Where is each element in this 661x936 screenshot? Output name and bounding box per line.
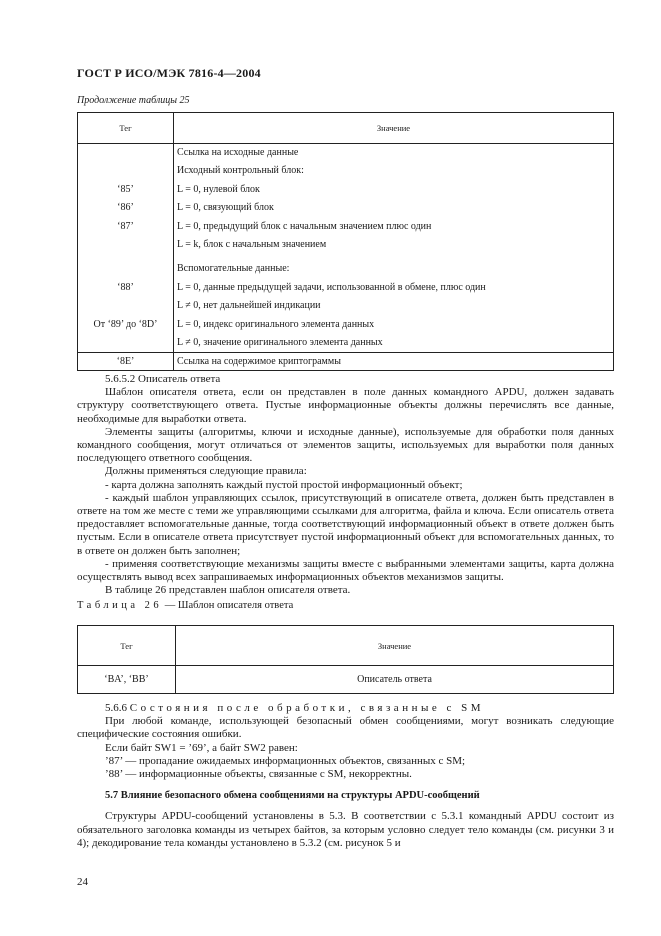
table-25 [77, 112, 614, 371]
value-line: L = 0, нулевой блок [177, 183, 260, 195]
table-26-caption-text: — Шаблон описателя ответа [162, 600, 294, 612]
table-25-header-row [78, 113, 614, 144]
paragraph: Шаблон описателя ответа, если он представлен в поле данных командного APDU, должен задавать структуру соответствующего ответа. Пустые информационные объекты должны перечислять все данные, необходимые для выработки ответа. [77, 386, 614, 425]
table-25-value-cell [174, 144, 614, 353]
table-25-value-8e: Ссылка на содержимое криптограммы [174, 353, 614, 371]
list-item: ’87’ — пропадание ожидаемых информационных объектов, связанных с SM; [105, 754, 466, 767]
list-item: - применяя соответствующие механизмы защиты вместе с выбранными элементами защиты, карта должна осуществлять вывод всех запрашиваемых информационных объектов механизмов защиты. [77, 557, 614, 584]
table-26 [77, 625, 614, 694]
tag-line: ‘85’ [117, 183, 134, 195]
section-number: 5.6.6 [105, 702, 130, 714]
tag-line [78, 162, 173, 180]
table-25-tag-cell [78, 144, 174, 353]
paragraph: Если байт SW1 = ’69’, а байт SW2 равен: [105, 741, 298, 754]
value-line: L ≠ 0, значение оригинального элемента данных [177, 336, 383, 348]
list-item: - карта должна заполнять каждый пустой простой информационный объект; [105, 478, 463, 491]
tag-line: ‘86’ [117, 202, 134, 214]
value-line: Исходный контрольный блок: [177, 165, 304, 177]
tag-line: ‘87’ [117, 220, 134, 232]
tag-line [78, 334, 173, 352]
tag-line [78, 144, 173, 162]
paragraph: Элементы защиты (алгоритмы, ключи и исходные данные), используемые для обработки поля данных командного сообщения, могут отличаться от элементов защиты, используемых для выработки поля данных последующего ответного сообщения. [77, 425, 614, 465]
table-26-head-tag: Тег [78, 626, 176, 666]
paragraph: Структуры APDU-сообщений установлены в 5.3. В соответствии с 5.3.1 командный APDU состоит из обязательного заголовка команды из четырех байтов, за которым условно следует тело команды (см. рисунки 3 и 4); декодирование тела команды установлено в 5.3.2 (см. рисунок 5 и [77, 810, 614, 849]
value-line: L = 0, данные предыдущей задачи, использованной в обмене, плюс один [177, 281, 486, 293]
paragraph: При любой команде, использующей безопасный обмен сообщениями, могут возникать следующие специфические состояния ошибки. [77, 715, 614, 741]
section-5-6-6 [77, 702, 614, 850]
table-25-row-8e [78, 353, 614, 371]
value-line: L ≠ 0, нет дальнейшей индикации [177, 300, 321, 312]
table-26-row [78, 666, 614, 694]
section-5-7-heading: 5.7 Влияние безопасного обмена сообщениями на структуры APDU-сообщений [105, 790, 480, 802]
tag-line [78, 236, 173, 254]
table-25-head-tag: Тег [78, 113, 174, 144]
tag-line [78, 260, 173, 278]
table-25-body-row [78, 144, 614, 353]
table-25-head-value: Значение [174, 113, 614, 144]
section-heading: 5.6.5.2 Описатель ответа [105, 373, 221, 385]
paragraph: Должны применяться следующие правила: [105, 465, 307, 478]
list-item: - каждый шаблон управляющих ссылок, присутствующий в описателе ответа, должен быть представлен в ответе на том же месте с теми же управляющими ссылками для алгоритма, файла и ключа. Если описатель ответа предоставляет вспомогательные данные, тогда соответствующий информационный объект в ответе должен быть пустым. Если в описателе ответа присутствует пустой информационный объект для вспомогательных данных, то в ответе он должен быть заполнен; [77, 491, 614, 557]
table-25-continuation-caption: Продолжение таблицы 25 [77, 95, 190, 106]
tag-line [78, 297, 173, 315]
section-5-6-5-2 [77, 373, 614, 613]
section-title: Состояния после обработки, связанные с SM [129, 702, 485, 714]
table-26-value: Описатель ответа [176, 666, 614, 694]
list-item: ’88’ — информационные объекты, связанные с SM, некорректны. [105, 768, 412, 781]
value-line: Вспомогательные данные: [177, 263, 290, 275]
value-line: L = k, блок с начальным значением [177, 238, 327, 250]
table-26-caption-label: Таблица 26 [77, 600, 163, 612]
page-number: 24 [77, 876, 88, 888]
table-26-caption [77, 599, 614, 612]
tag-line: ‘88’ [117, 281, 134, 293]
table-26-tag: ‘BA’, ‘BB’ [78, 666, 176, 694]
paragraph: В таблице 26 представлен шаблон описателя ответа. [105, 584, 351, 597]
table-25-tag-8e: ‘8E’ [78, 353, 174, 371]
standard-header: ГОСТ Р ИСО/МЭК 7816-4—2004 [77, 66, 261, 80]
tag-line: От ‘89’ до ‘8D’ [93, 318, 158, 330]
value-line: L = 0, связующий блок [177, 202, 274, 214]
table-26-header-row [78, 626, 614, 666]
section-heading [77, 702, 614, 715]
table-26-head-value: Значение [176, 626, 614, 666]
value-line: Ссылка на исходные данные [177, 147, 299, 158]
value-line: L = 0, индекс оригинального элемента данных [177, 318, 375, 330]
value-line: L = 0, предыдущий блок с начальным значением плюс один [177, 220, 432, 232]
